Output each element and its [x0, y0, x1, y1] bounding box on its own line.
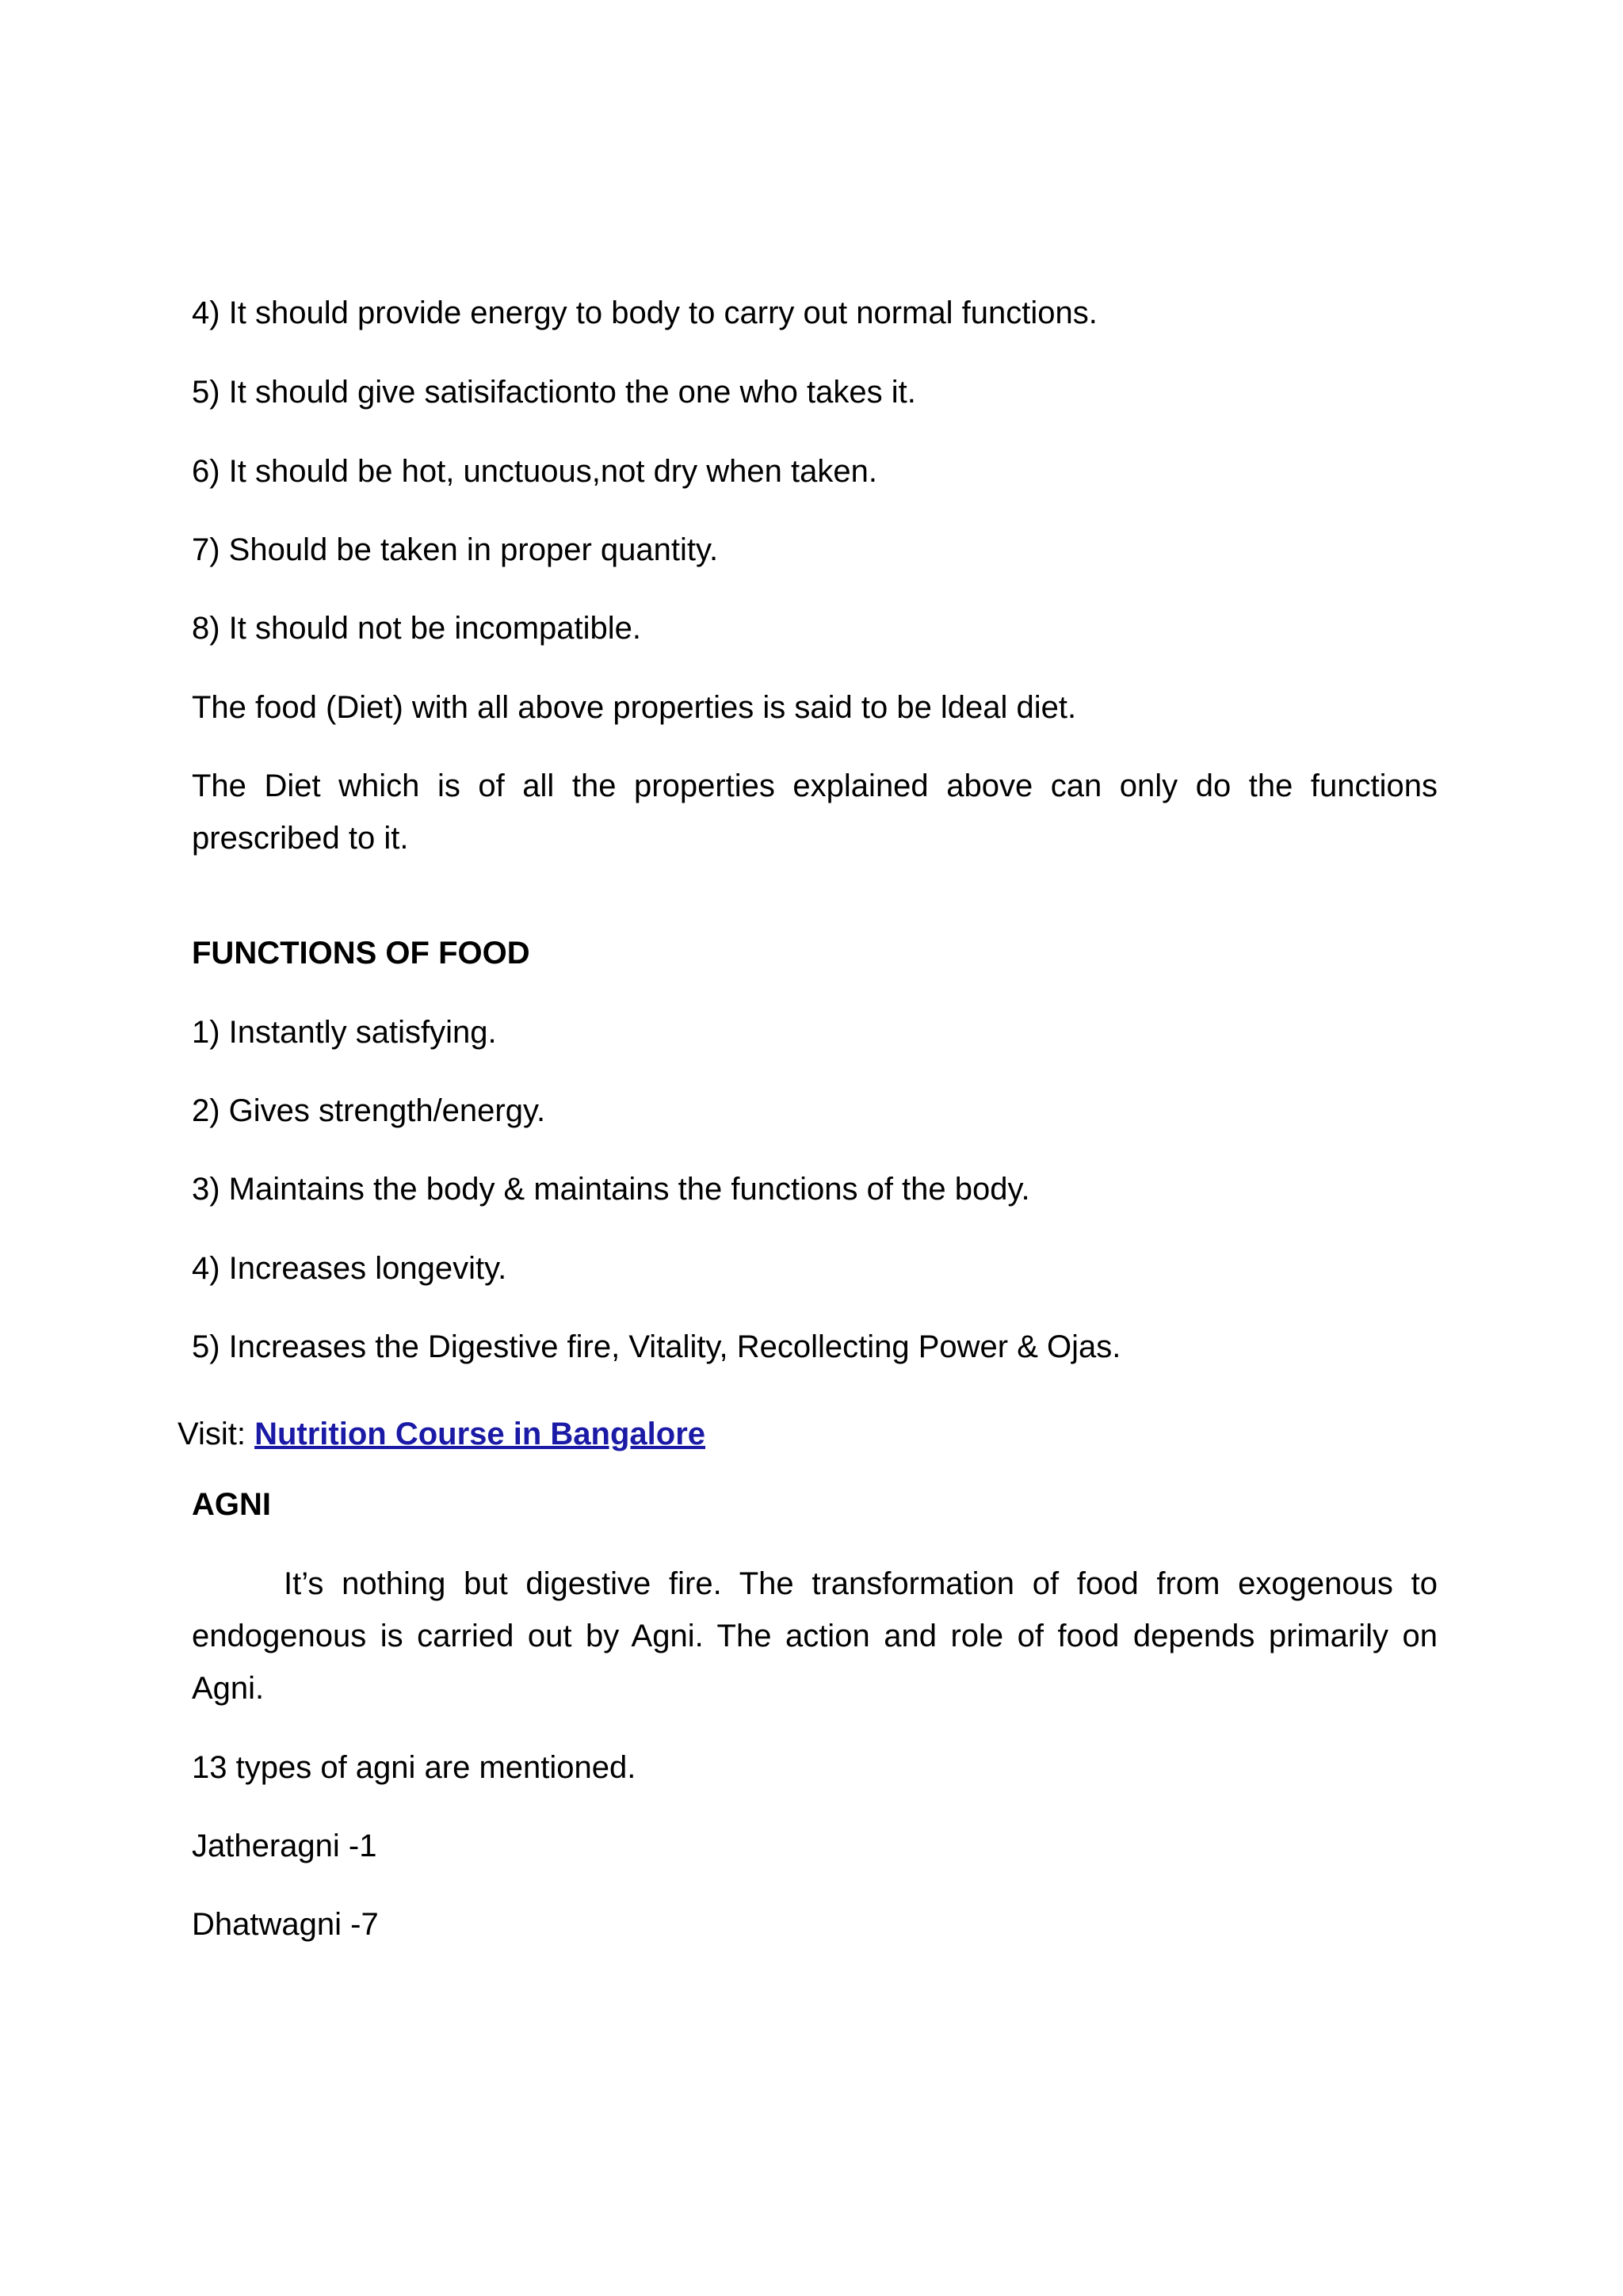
property-item-5: 5) It should give satisifactionto the one who takes it. — [192, 375, 916, 410]
nutrition-course-link[interactable]: Nutrition Course in Bangalore — [254, 1417, 706, 1451]
agni-heading: AGNI — [192, 1487, 271, 1522]
function-item-1: 1) Instantly satisfying. — [192, 1015, 497, 1050]
agni-type-jatheragni: Jatheragni -1 — [192, 1829, 377, 1863]
function-item-3: 3) Maintains the body & maintains the functions of the body. — [192, 1172, 1030, 1207]
property-item-6: 6) It should be hot, unctuous,not dry when taken. — [192, 454, 877, 489]
property-item-4: 4) It should provide energy to body to carry out normal functions. — [192, 296, 1098, 330]
visit-prefix: Visit: — [178, 1417, 255, 1451]
property-item-7: 7) Should be taken in proper quantity. — [192, 532, 719, 567]
diet-paragraph: The Diet which is of all the properties explained above can only do the functions prescribed to it. — [192, 769, 1438, 856]
agni-types-line: 13 types of agni are mentioned. — [192, 1750, 636, 1785]
function-item-4: 4) Increases longevity. — [192, 1251, 507, 1286]
ideal-diet-line: The food (Diet) with all above properties is said to be ldeal diet. — [192, 690, 1077, 725]
function-item-2: 2) Gives strength/energy. — [192, 1093, 546, 1128]
function-item-5: 5) Increases the Digestive fire, Vitality, Recollecting Power & Ojas. — [192, 1329, 1121, 1364]
functions-heading: FUNCTIONS OF FOOD — [192, 936, 530, 971]
agni-type-dhatwagni: Dhatwagni -7 — [192, 1907, 379, 1942]
agni-paragraph: It’s nothing but digestive fire. The transformation of food from exogenous to endogenous is carried out by Agni. The action and role of food depends primarily on Agni. — [192, 1566, 1438, 1706]
visit-line — [178, 1408, 705, 1460]
property-item-8: 8) It should not be incompatible. — [192, 611, 642, 646]
